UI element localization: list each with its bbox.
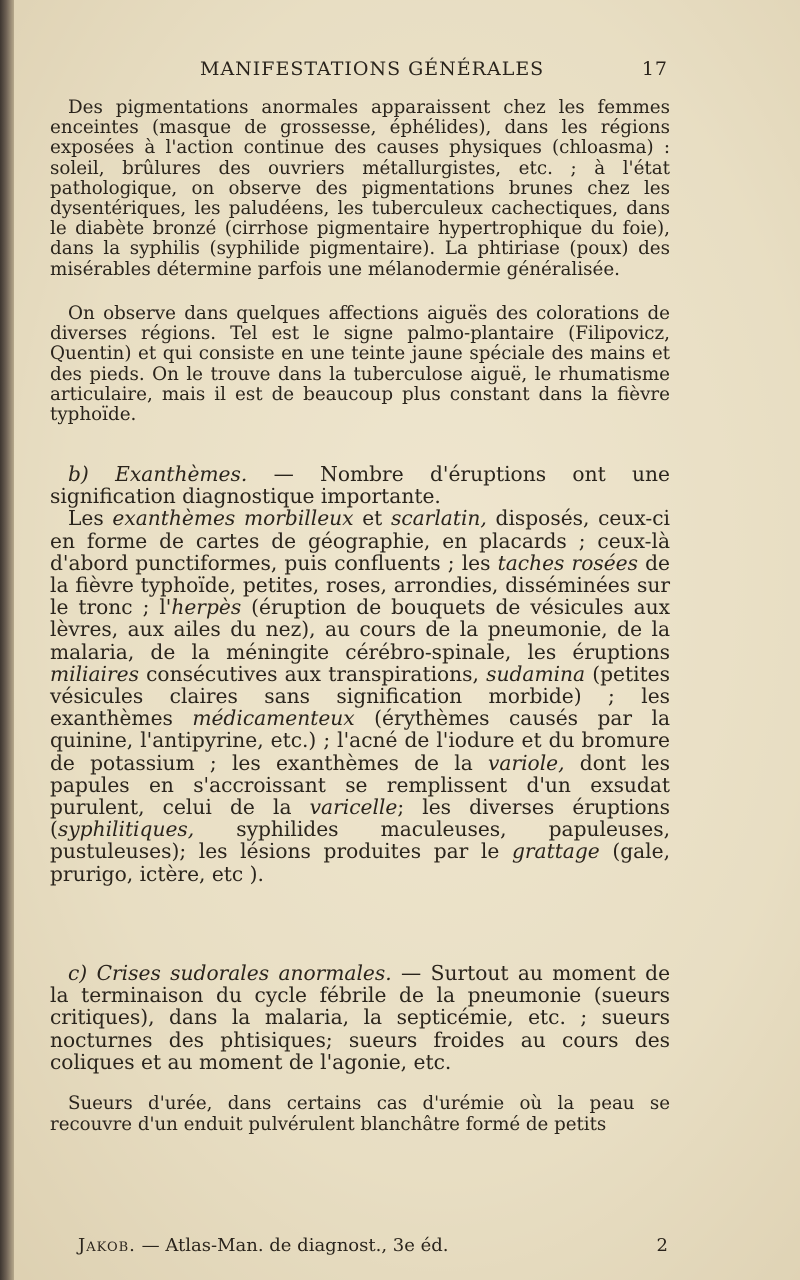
footnote-text: Sueurs d'urée, dans certains cas d'urémie où la peau se recouvre d'un enduit pulvérulent blanchâtre formé de petits xyxy=(50,1093,670,1135)
body-text: (éruption de bouquets de vésicules aux lèvres, aux ailes du nez), au cours de la pneumonie, de la malaria, de la méningite cérébro-spinale, les éruptions xyxy=(50,595,670,664)
running-title: MANIFESTATIONS GÉNÉRALES xyxy=(200,58,545,80)
section-heading-paragraph xyxy=(50,463,670,507)
running-head xyxy=(200,58,668,84)
printer-signature-line xyxy=(78,1235,668,1259)
exanthemes-body xyxy=(50,507,670,884)
section-title: Exanthèmes. xyxy=(115,462,248,486)
section-intro: — Nombre d'éruptions ont une signification diagnostique importante. xyxy=(50,462,670,509)
body-text: (petites vésicules claires sans signification morbide) ; les exanthèmes xyxy=(50,661,670,731)
section-text: — Surtout au moment de la terminaison du cycle fébrile de la pneumonie (sueurs critiques), dans la malaria, la septicémie, etc. ; sueurs nocturnes des phtisiques; sueurs froides au cours des coliques et au moment de l'agonie, etc. xyxy=(50,961,671,1074)
sheet-number: 2 xyxy=(656,1235,668,1256)
italic-term: syphilitiques, xyxy=(57,817,195,842)
paragraph-palmo-plantaire xyxy=(50,304,670,425)
paragraph-pigmentations xyxy=(50,98,670,280)
section-paragraph xyxy=(50,962,670,1073)
book-spine-shadow xyxy=(0,0,14,1280)
body-text: disposés, ceux-ci en forme de cartes de géographie, en placards ; ceux-là d'abord punctiformes, puis confluents ; les xyxy=(50,506,670,575)
body-text: syphilides maculeuses, papuleuses, pustuleuses); les lésions produites par le xyxy=(50,817,670,864)
body-text: ; les diverses éruptions ( xyxy=(50,795,670,842)
body-text: de la fièvre typhoïde, petites, roses, arrondies, disséminées sur le tronc ; l' xyxy=(50,550,670,620)
body-text: et xyxy=(353,506,391,531)
body-text: (gale, prurigo, ictère, etc ). xyxy=(50,839,671,886)
paragraph-text: Des pigmentations anormales apparaissent chez les femmes enceintes (masque de grossesse, éphélides), dans les régions exposées à l'action continue des causes physiques (chloasma) : soleil, brûlures des ouvriers métallurgistes, etc. ; à l'état pathologique, on observe des pigmentations brunes chez les dysentériques, les paludéens, les tuberculeux cachectiques, dans le diabète bronzé (cirrhose pigmentaire hypertrophique du foie), dans la syphilis (syphilide pigmentaire). La phtiriase (poux) des misérables détermine parfois une mélanodermie généralisée. xyxy=(50,97,670,280)
section-crises-sudorales xyxy=(50,962,670,1073)
paragraph-text: On observe dans quelques affections aiguës des colorations de diverses régions. Tel est le signe palmo-plantaire (Filipovicz, Quentin) et qui consiste en une teinte jaune spéciale des mains et des pieds. On le trouve dans la tuberculose aiguë, le rhumatisme articulaire, mais il est de beaucoup plus constant dans la fièvre typhoïde. xyxy=(50,303,670,426)
body-text: Les xyxy=(68,506,113,531)
footnote xyxy=(50,1094,670,1135)
signature-text xyxy=(78,1235,449,1256)
section-label: c) xyxy=(68,961,88,985)
italic-term: médicamenteux xyxy=(192,706,355,731)
italic-term: exanthèmes morbilleux xyxy=(112,506,354,531)
body-text: (érythèmes causés par la quinine, l'antipyrine, etc.) ; l'acné de l'iodure et du bromure de potassium ; les exanthèmes de la xyxy=(50,706,671,775)
section-exanthemes xyxy=(50,463,670,885)
italic-term: herpès xyxy=(171,595,242,620)
body-text: dont les papules en s'accroissant se remplissent d'un exsudat purulent, celui de la xyxy=(50,750,670,820)
section-label: b) xyxy=(68,462,89,486)
italic-term: miliaires xyxy=(50,661,139,686)
italic-term: variole, xyxy=(488,750,565,775)
author-name: Jakob. xyxy=(78,1235,136,1256)
italic-term: varicelle xyxy=(309,795,398,820)
section-title: Crises sudorales anormales. xyxy=(96,961,392,985)
book-signature: — Atlas-Man. de diagnost., 3e éd. xyxy=(135,1235,449,1256)
body-text: consécutives aux transpirations, xyxy=(138,661,487,686)
italic-term: scarlatin, xyxy=(390,506,487,531)
italic-term: taches rosées xyxy=(497,550,638,575)
page-number: 17 xyxy=(641,58,668,80)
italic-term: sudamina xyxy=(486,661,586,686)
italic-term: grattage xyxy=(511,839,600,864)
